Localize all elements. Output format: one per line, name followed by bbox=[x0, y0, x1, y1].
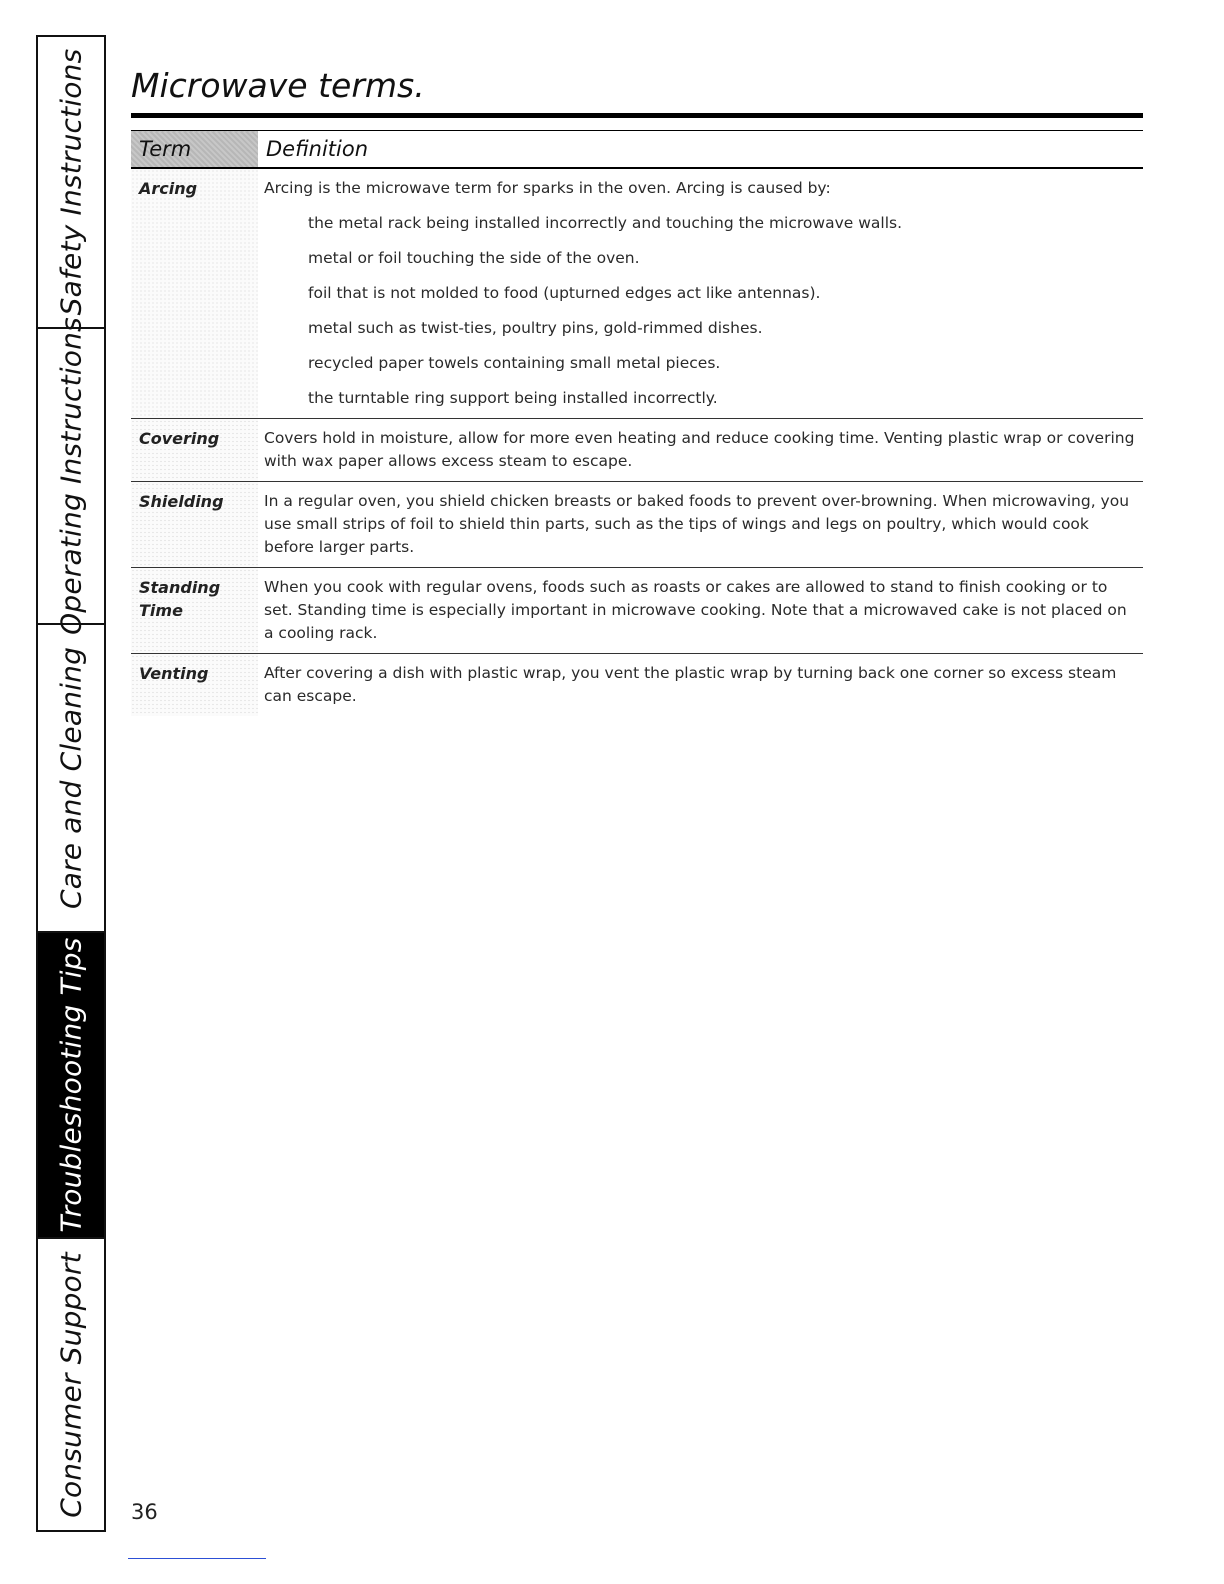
table-row bbox=[131, 654, 1143, 717]
term-cell: Venting bbox=[131, 654, 258, 717]
list-item: recycled paper towels containing small metal pieces. bbox=[308, 354, 721, 372]
definition-text: Arcing is the microwave term for sparks in the oven. Arcing is caused by: bbox=[264, 179, 831, 197]
tab-label: Troubleshooting Tips bbox=[54, 937, 88, 1233]
arcing-causes-list bbox=[308, 212, 1135, 410]
tab-label: Consumer Support bbox=[54, 1251, 88, 1518]
table-row bbox=[131, 482, 1143, 568]
definition-cell: After covering a dish with plastic wrap, you vent the plastic wrap by turning back one corner so excess steam can escape. bbox=[264, 664, 1117, 705]
tab-safety-instructions[interactable] bbox=[38, 37, 104, 329]
term-cell: Arcing bbox=[131, 168, 258, 419]
tab-troubleshooting-tips[interactable] bbox=[38, 933, 104, 1239]
table-header-row bbox=[131, 131, 1143, 169]
column-header-definition: Definition bbox=[258, 131, 1143, 169]
page-title: Microwave terms. bbox=[131, 66, 425, 105]
column-header-term: Term bbox=[131, 131, 258, 169]
definition-cell bbox=[258, 168, 1143, 419]
term-cell: Shielding bbox=[131, 482, 258, 568]
title-rule bbox=[131, 113, 1143, 118]
list-item: the turntable ring support being installed incorrectly. bbox=[308, 389, 718, 407]
table-row bbox=[131, 568, 1143, 654]
tab-label: Operating Instructions bbox=[54, 317, 88, 635]
definition-cell: In a regular oven, you shield chicken breasts or baked foods to prevent over-browning. When microwaving, you use small strips of foil to shield thin parts, such as the tips of wings and legs on poultry, which would cook before larger parts. bbox=[258, 482, 1143, 568]
definition-cell: When you cook with regular ovens, foods such as roasts or cakes are allowed to stand to finish cooking or to set. Standing time is especially important in microwave cooking. Note that a microwaved cake is not placed on a cooling rack. bbox=[258, 568, 1143, 654]
footer-rule bbox=[128, 1558, 266, 1559]
list-item: foil that is not molded to food (upturned edges act like antennas). bbox=[308, 284, 821, 302]
term-cell: Standing Time bbox=[131, 568, 258, 654]
tab-label: Care and Cleaning bbox=[54, 646, 88, 910]
tab-operating-instructions[interactable] bbox=[38, 317, 104, 635]
tab-consumer-support[interactable] bbox=[38, 1239, 104, 1530]
tab-care-and-cleaning[interactable] bbox=[38, 625, 104, 933]
list-item: metal or foil touching the side of the oven. bbox=[308, 249, 640, 267]
list-item: the metal rack being installed incorrectly and touching the microwave walls. bbox=[308, 214, 903, 232]
tab-label: Safety Instructions bbox=[54, 48, 88, 316]
table-row bbox=[131, 168, 1143, 419]
section-sidebar bbox=[36, 35, 106, 1532]
list-item: metal such as twist-ties, poultry pins, gold-rimmed dishes. bbox=[308, 319, 763, 337]
page-number: 36 bbox=[131, 1500, 158, 1524]
term-cell: Covering bbox=[131, 419, 258, 482]
terms-table bbox=[131, 130, 1143, 716]
table-row bbox=[131, 419, 1143, 482]
definition-cell: Covers hold in moisture, allow for more even heating and reduce cooking time. Venting plastic wrap or covering with wax paper allows excess steam to escape. bbox=[258, 419, 1143, 482]
